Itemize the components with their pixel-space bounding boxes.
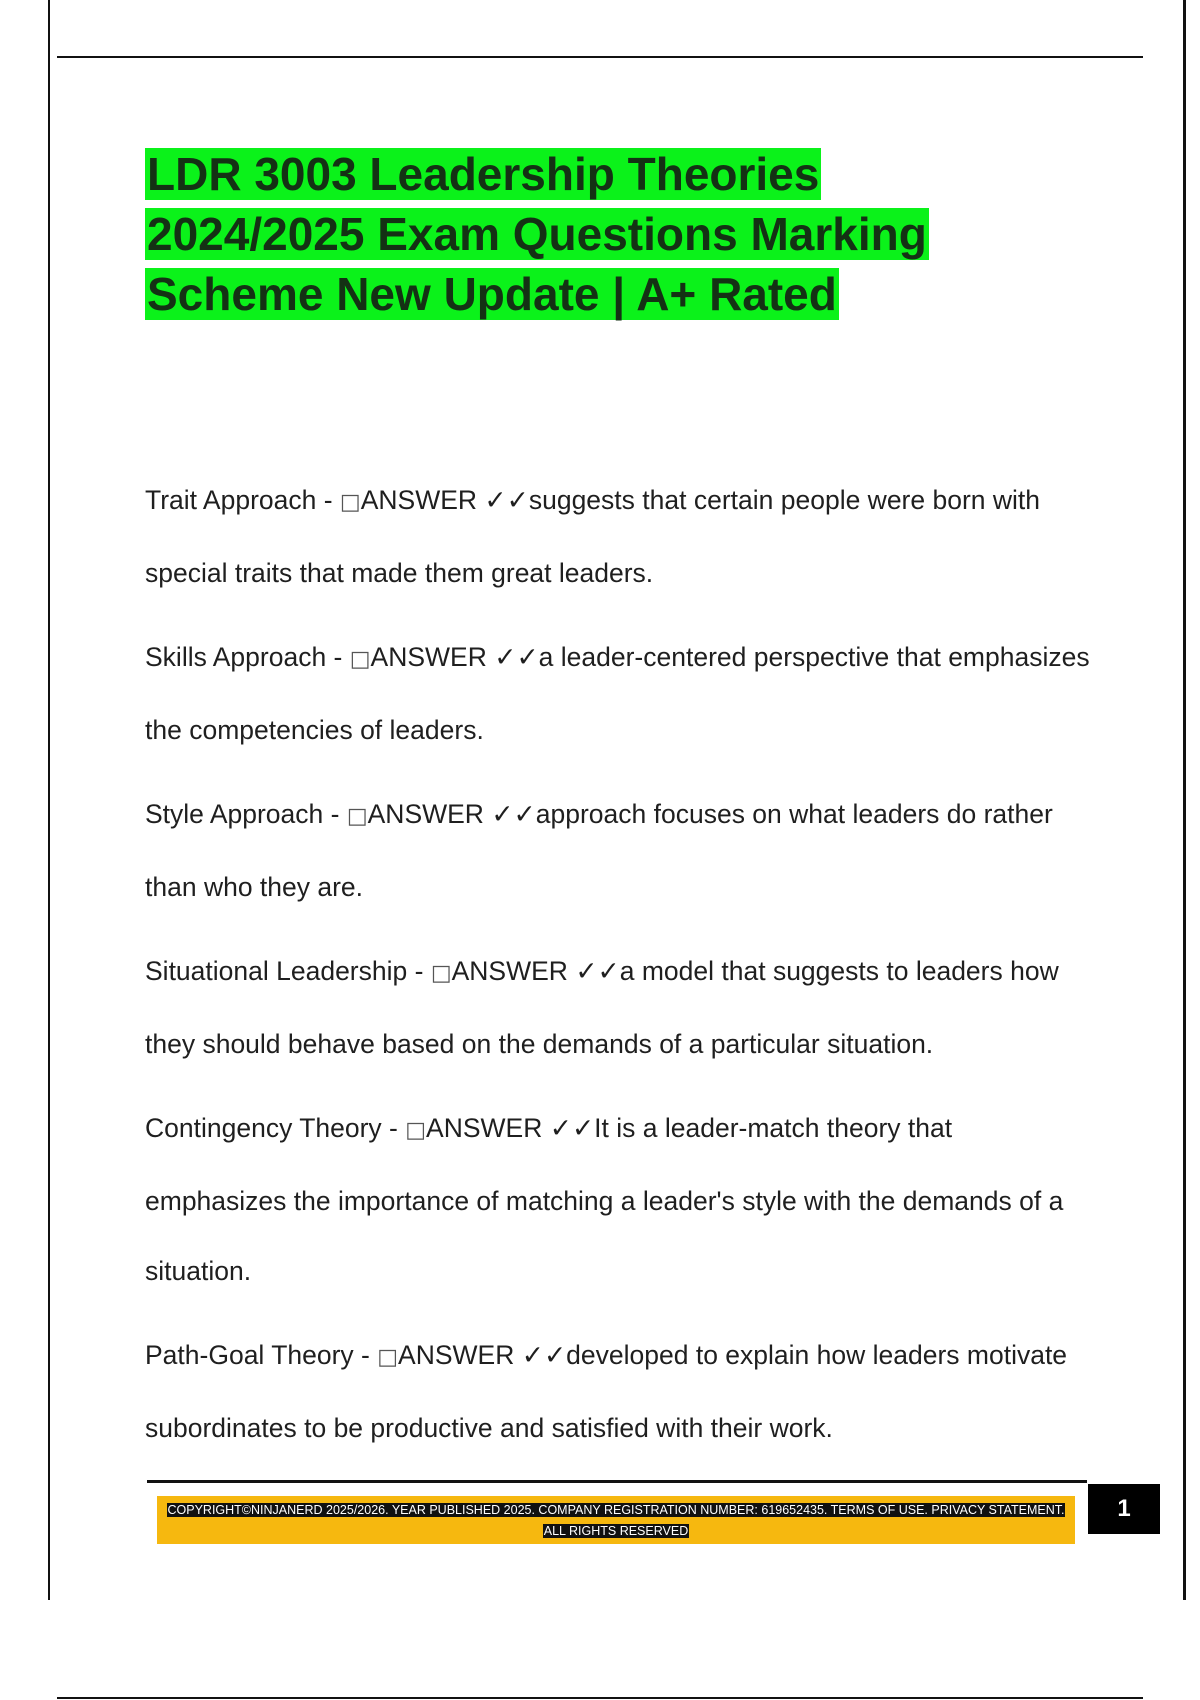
checkbox-glyph-icon: □ [405,1118,427,1143]
checkbox-glyph-icon: □ [339,490,361,515]
double-check-icon: ✓✓ [575,956,620,987]
footer-rule [147,1480,1087,1483]
document-title [145,144,1045,324]
checkbox-glyph-icon: □ [430,961,452,986]
qa-item [145,1093,1095,1306]
answer-marker: ANSWER [360,485,478,515]
answer-marker: ANSWER [398,1340,515,1370]
qa-separator: - [326,642,350,672]
double-check-icon: ✓✓ [491,799,536,830]
checkbox-glyph-icon: □ [346,804,368,829]
double-check-icon: ✓✓ [484,485,529,516]
header-rule [57,56,1143,58]
qa-answer: a leader-centered perspective that emphasizes the competencies of leaders. [145,642,1090,745]
page-number: 1 [1088,1484,1160,1534]
qa-item [145,622,1095,765]
checkbox-glyph-icon: □ [377,1345,399,1370]
page-left-border [48,0,50,1600]
qa-separator: - [316,485,340,515]
qa-answer: approach focuses on what leaders do rather than who they are. [145,799,1053,902]
qa-answer: It is a leader-match theory that emphasizes the importance of matching a leader's style with the demands of a situation. [145,1113,1064,1286]
qa-term: Trait Approach [145,485,317,515]
page-right-border [1183,0,1186,1600]
qa-term: Skills Approach [145,642,327,672]
qa-separator: - [353,1340,378,1370]
qa-term: Contingency Theory [145,1113,382,1143]
answer-marker: ANSWER [367,799,484,829]
qa-answer: developed to explain how leaders motivate subordinates to be productive and satisfied with their work. [145,1340,1068,1443]
answer-marker: ANSWER [426,1113,543,1143]
answer-marker: ANSWER [451,956,568,986]
qa-separator: - [407,956,431,986]
qa-term: Style Approach [145,799,324,829]
qa-item [145,779,1095,922]
qa-answer: a model that suggests to leaders how they should behave based on the demands of a particular situation. [145,956,1059,1059]
footer-copyright-text: COPYRIGHT©NINJANERD 2025/2026. YEAR PUBLISHED 2025. COMPANY REGISTRATION NUMBER: 619652435. TERMS OF USE. PRIVACY STATEMENT. ALL RIGHTS RESERVED [167,1503,1065,1538]
double-check-icon: ✓✓ [549,1113,595,1144]
qa-separator: - [381,1113,406,1143]
next-page-rule [57,1697,1143,1699]
answer-marker: ANSWER [370,642,487,672]
qa-term: Path-Goal Theory [145,1340,354,1370]
qa-item [145,1320,1095,1463]
qa-answer: suggests that certain people were born with special traits that made them great leaders. [145,485,1041,588]
qa-list [145,465,1095,1477]
document-title-highlight: LDR 3003 Leadership Theories 2024/2025 Exam Questions Marking Scheme New Update | A+ Rated [147,148,927,320]
qa-separator: - [323,799,347,829]
qa-term: Situational Leadership [145,956,408,986]
qa-item [145,936,1095,1079]
qa-item [145,465,1095,608]
double-check-icon: ✓✓ [521,1340,567,1371]
double-check-icon: ✓✓ [494,642,539,673]
footer-copyright [157,1500,1075,1542]
checkbox-glyph-icon: □ [349,647,371,672]
